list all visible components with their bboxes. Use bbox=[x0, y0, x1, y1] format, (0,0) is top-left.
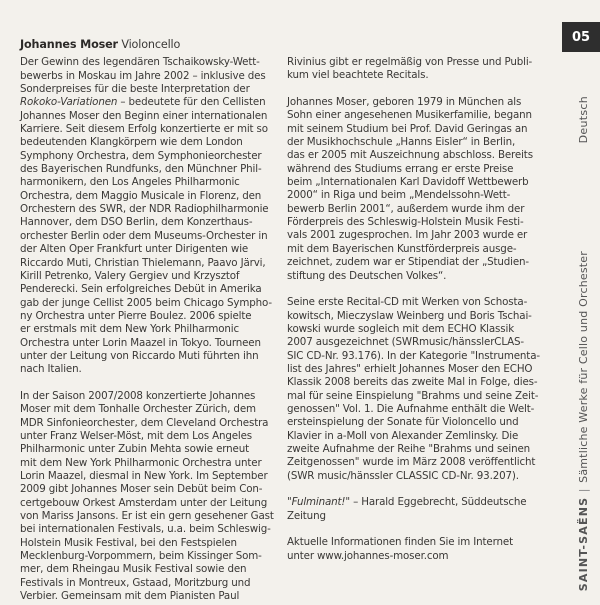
text-line: MDR Sinfonieorchester, dem Cleveland Orchestra bbox=[20, 416, 269, 429]
quote-attribution-line2: Zeitung bbox=[287, 509, 326, 522]
text-line: Riccardo Muti, Christian Thielemann, Paavo Järvi, bbox=[20, 256, 266, 269]
text-line: Sohn einer angesehenen Musikerfamilie, begann bbox=[287, 109, 532, 122]
text-line: ersteinspielung der Sonate für Violoncello und bbox=[287, 416, 519, 429]
text-line: Penderecki. Sein erfolgreiches Debüt in Amerika bbox=[20, 283, 262, 296]
page-number: 05 bbox=[562, 22, 600, 52]
sidebar bbox=[562, 0, 600, 605]
text-line: Klassik 2008 bereits das zweite Mal in Folge, dies- bbox=[287, 376, 538, 389]
text-line: der Musikhochschule „Hanns Eisler“ in Berlin, bbox=[287, 136, 516, 149]
text-line: Johannes Moser den Beginn einer internationalen bbox=[20, 109, 268, 122]
text-line: bewerb Berlin 2001“, außerdem wurde ihm der bbox=[287, 202, 525, 215]
text-line: kowitsch, Mieczyslaw Weinberg und Boris Tschai- bbox=[287, 309, 532, 322]
right-paragraph-1 bbox=[287, 56, 549, 83]
quote-text: "Fulminant!" bbox=[287, 496, 350, 509]
text-line: Hannover, dem DSO Berlin, dem Konzerthaus- bbox=[20, 216, 253, 229]
text-line: Lorin Maazel, diesmal in New York. Im September bbox=[20, 470, 268, 482]
artist-instrument: Violoncello bbox=[121, 38, 181, 51]
text-line: Orchestra unter Lorin Maazel in Tokyo. Tourneen bbox=[20, 336, 261, 349]
text-line: unter der Leitung von Riccardo Muti führten ihn bbox=[20, 349, 259, 362]
text-line: Orchestern des SWR, der NDR Radiophilharmonie bbox=[20, 203, 269, 216]
text-line: Aktuelle Informationen finden Sie im Internet bbox=[287, 536, 513, 549]
text-line: von Mariss Jansons. Er ist ein gern gesehener Gast bbox=[20, 510, 274, 523]
left-paragraph-1 bbox=[20, 56, 278, 376]
series-title bbox=[577, 251, 590, 591]
text-line: mer, dem Rheingau Musik Festival sowie den bbox=[20, 563, 247, 576]
right-column bbox=[287, 56, 549, 563]
text-line: während des Studiums errang er erste Preise bbox=[287, 162, 514, 175]
text-line: unter www.johannes-moser.com bbox=[287, 549, 449, 562]
text-line: Symphony Orchestra, dem Symphonieorchester bbox=[20, 149, 262, 162]
text-line: zweite Aufnahme der Reihe "Brahms und seinen bbox=[287, 442, 531, 455]
right-paragraph-2 bbox=[287, 96, 549, 283]
text-line: Philharmonic unter Zubin Mehta sowie erneut bbox=[20, 443, 249, 456]
press-quote bbox=[287, 496, 549, 523]
text-line: Festivals in Montreux, Gstaad, Moritzburg und bbox=[20, 576, 251, 589]
text-line: certgebouw Orkest Amsterdam unter der Leitung bbox=[20, 496, 268, 509]
text-line: mit seinem Studium bei Prof. David Geringas an bbox=[287, 122, 528, 135]
text-line: zeichnet, zudem war er Stipendiat der „Studien- bbox=[287, 256, 530, 269]
text-line: Rivinius gibt er regelmäßig von Presse und Publi- bbox=[287, 56, 533, 68]
text-line: 2007 ausgezeichnet (SWRmusic/hänsslerCLAS- bbox=[287, 336, 524, 349]
quote-attribution: – Harald Eggebrecht, Süddeutsche bbox=[349, 496, 527, 509]
text-line: Der Gewinn des legendären Tschaikowsky-Wett- bbox=[20, 56, 260, 69]
text-line: gab der junge Cellist 2005 beim Chicago Sympho- bbox=[20, 296, 272, 309]
text-line: genossen" Vol. 1. Die Aufnahme enthält die Welt- bbox=[287, 402, 535, 415]
artist-name: Johannes Moser bbox=[20, 38, 118, 51]
text-line: kum viel beachtete Recitals. bbox=[287, 69, 429, 82]
text-line: orchester Berlin oder dem Museums-Orchester in bbox=[20, 229, 268, 242]
text-line: Klavier in a-Moll von Alexander Zemlinsky. Die bbox=[287, 429, 519, 442]
text-line: nach Italien. bbox=[20, 363, 82, 376]
text-line: list des Jahres" erhielt Johannes Moser den ECHO bbox=[287, 362, 533, 375]
text-line: (SWR music/hänssler CLASSIC CD-Nr. 93.207). bbox=[287, 469, 519, 482]
text-line: er erstmals mit dem New York Philharmonic bbox=[20, 323, 240, 336]
text-line: Karriere. Seit diesem Erfolg konzertierte er mit so bbox=[20, 123, 268, 136]
composer-brand: SAINT-SAËNS bbox=[577, 496, 590, 591]
text-line: beim „Internationalen Karl Davidoff Wettbewerb bbox=[287, 176, 529, 189]
text-line: 2000“ in Riga und beim „Mendelssohn-Wett- bbox=[287, 189, 511, 202]
language-label: Deutsch bbox=[577, 96, 590, 144]
left-column bbox=[20, 38, 278, 603]
website-note bbox=[287, 536, 549, 563]
text-line: mal für seine Einspielung "Brahms und seine Zeit- bbox=[287, 389, 539, 402]
text-line: bedeutenden Klangkörpern wie dem London bbox=[20, 136, 243, 149]
right-paragraph-3 bbox=[287, 296, 549, 483]
text-line: bewerbs in Moskau im Jahre 2002 – inklusive des bbox=[20, 69, 266, 82]
text-line: stiftung des Deutschen Volkes“. bbox=[287, 269, 447, 282]
text-line: Verbier. Gemeinsam mit dem Pianisten Paul bbox=[20, 590, 240, 603]
article-heading bbox=[20, 38, 278, 51]
text-line: bei internationalen Festivals, u.a. beim Schleswig- bbox=[20, 523, 271, 536]
text-line: vals 2001 zugesprochen. Im Jahr 2003 wurde er bbox=[287, 229, 528, 242]
text-line: Sonderpreises für die beste Interpretation der bbox=[20, 83, 250, 96]
text-line: In der Saison 2007/2008 konzertierte Johannes bbox=[20, 389, 256, 402]
text-line: harmonikern, den Los Angeles Philharmonic bbox=[20, 176, 240, 189]
text-line: Zeitgenossen" wurde im März 2008 veröffentlicht bbox=[287, 456, 536, 469]
text-line: unter Franz Welser-Möst, mit dem Los Angeles bbox=[20, 429, 253, 442]
text-line: kowski wurde sogleich mit dem ECHO Klassik bbox=[287, 322, 515, 335]
text-line: Moser mit dem Tonhalle Orchester Zürich, dem bbox=[20, 403, 256, 416]
left-paragraph-2 bbox=[20, 390, 278, 604]
text-line: SIC CD-Nr. 93.176). In der Kategorie "Instrumenta- bbox=[287, 349, 540, 362]
text-line: des Bayerischen Rundfunks, den Münchner Phil- bbox=[20, 163, 262, 176]
text-line: Mecklenburg-Vorpommern, beim Kissinger Som- bbox=[20, 550, 262, 563]
text-line: Johannes Moser, geboren 1979 in München als bbox=[287, 96, 522, 109]
text-line: Kirill Petrenko, Valery Gergiev und Krzysztof bbox=[20, 269, 240, 282]
text-line: das er 2005 mit Auszeichnung abschloss. Bereits bbox=[287, 149, 533, 162]
title-separator: | bbox=[577, 487, 590, 492]
text-line: ny Orchestra unter Pierre Boulez. 2006 spielte bbox=[20, 309, 252, 322]
text-line: Seine erste Recital-CD mit Werken von Schosta- bbox=[287, 296, 528, 309]
text-line: mit dem Bayerischen Kunstförderpreis ausge- bbox=[287, 242, 517, 255]
text-line: Holstein Musik Festival, bei den Festspielen bbox=[20, 536, 237, 549]
text-line: Orchestra, dem Maggio Musicale in Florenz, den bbox=[20, 189, 262, 202]
text-line: 2009 gibt Johannes Moser sein Debüt beim Con- bbox=[20, 483, 263, 496]
text-line: mit dem New York Philharmonic Orchestra unter bbox=[20, 456, 262, 469]
text-line: der Alten Oper Frankfurt unter Dirigenten wie bbox=[20, 243, 249, 256]
text-line: Förderpreis des Schleswig-Holstein Musik Festi- bbox=[287, 216, 524, 229]
series-subtitle: Sämtliche Werke für Cello und Orchester bbox=[577, 250, 590, 483]
text-line: Rokoko-Variationen – bedeutete für den Cellisten bbox=[20, 96, 266, 109]
